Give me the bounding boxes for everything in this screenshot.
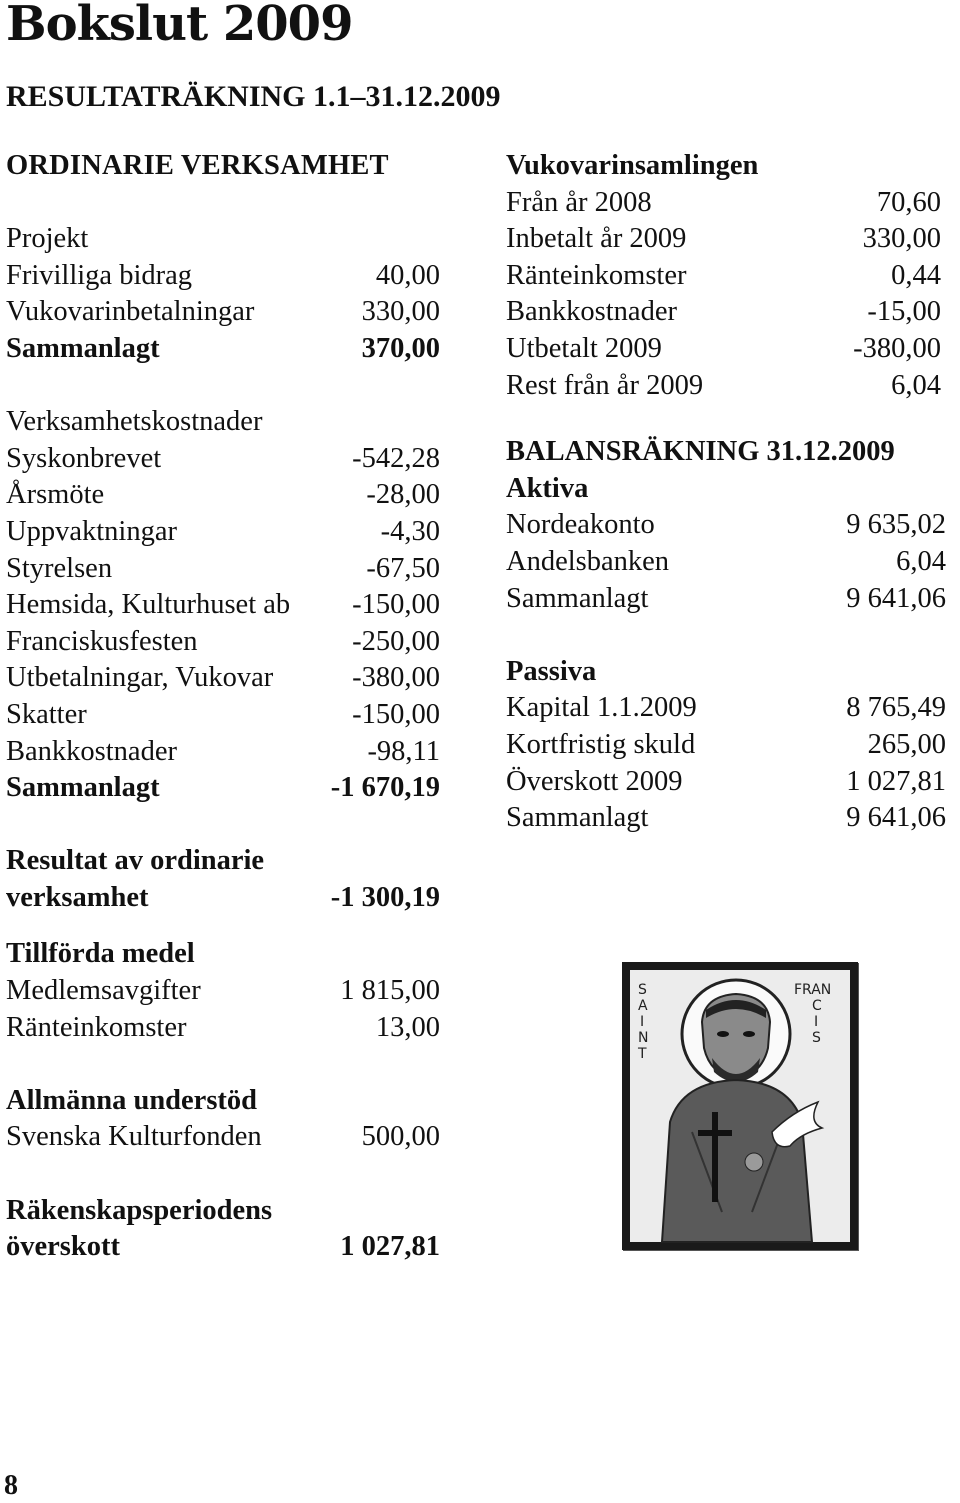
cross-icon	[712, 1112, 718, 1202]
result-row	[6, 880, 440, 917]
support-heading-text: Allmänna understöd	[6, 1084, 258, 1116]
section-title	[6, 148, 440, 185]
row-value: 9 641,06	[846, 802, 946, 834]
projekt-label: Projekt	[6, 223, 89, 255]
ledger-row	[6, 551, 440, 588]
row-label: Sammanlagt	[6, 332, 160, 364]
row-value: 40,00	[375, 259, 440, 291]
ledger-row	[6, 587, 440, 624]
page-number: 8	[4, 1470, 18, 1501]
cross-bar	[698, 1130, 732, 1136]
ledger-row	[6, 441, 440, 478]
row-label: Utbetalt 2009	[506, 332, 662, 364]
icon-letter: I	[640, 1014, 645, 1030]
ledger-row	[6, 258, 440, 295]
spacer	[6, 1046, 440, 1083]
sum-row	[6, 331, 440, 368]
row-label: Frivilliga bidrag	[6, 259, 193, 291]
row-value: 1 027,81	[340, 1231, 440, 1263]
row-value: -15,00	[867, 296, 941, 328]
ledger-row	[506, 727, 946, 764]
row-label: Rest från år 2009	[506, 369, 704, 401]
assets-heading	[506, 471, 946, 508]
icon-letter: A	[638, 998, 648, 1014]
surplus-row	[6, 1229, 440, 1266]
eye	[717, 1031, 729, 1037]
robe	[662, 1080, 812, 1242]
income-statement-column	[6, 148, 440, 1266]
assets-heading-text: Aktiva	[506, 472, 589, 504]
row-label: Sammanlagt	[506, 582, 649, 614]
row-label: Vukovarinbetalningar	[6, 296, 255, 328]
row-label: Årsmöte	[6, 479, 105, 511]
balance-column	[506, 148, 946, 837]
row-value: -150,00	[352, 589, 440, 621]
row-value: -380,00	[853, 332, 941, 364]
ledger-row	[506, 581, 946, 618]
row-label: Inbetalt år 2009	[506, 223, 687, 255]
row-value: 265,00	[867, 728, 946, 760]
ledger-row	[506, 331, 941, 368]
report-subtitle: RESULTATRÄKNING 1.1–31.12.2009	[6, 80, 501, 113]
projekt-heading	[6, 221, 440, 258]
row-label: Bankkostnader	[6, 735, 177, 767]
ledger-row	[6, 973, 440, 1010]
row-value: -1 670,19	[330, 772, 440, 804]
row-label: Medlemsavgifter	[6, 975, 201, 1007]
icon-letter: S	[638, 982, 647, 998]
row-label: Överskott 2009	[506, 765, 683, 797]
row-label: Skatter	[6, 698, 87, 730]
row-label: Kortfristig skuld	[506, 728, 696, 760]
saint-francis-icon	[622, 962, 858, 1250]
row-label: Sammanlagt	[506, 802, 649, 834]
row-label: Uppvaktningar	[6, 515, 177, 547]
ledger-row	[6, 294, 440, 331]
spacer	[6, 185, 440, 222]
ledger-row	[506, 764, 946, 801]
sum-row	[6, 770, 440, 807]
row-value: -28,00	[366, 479, 440, 511]
balance-heading-text: BALANSRÄKNING 31.12.2009	[506, 436, 895, 468]
balance-heading	[506, 434, 946, 471]
ledger-row	[6, 514, 440, 551]
row-value: 6,04	[896, 545, 946, 577]
hand	[745, 1153, 763, 1171]
ledger-row	[6, 660, 440, 697]
spacer	[6, 916, 440, 936]
row-label: Svenska Kulturfonden	[6, 1121, 262, 1153]
ledger-row	[506, 544, 946, 581]
row-label: Kapital 1.1.2009	[506, 692, 697, 724]
row-label: Från år 2008	[506, 186, 652, 218]
row-value: 500,00	[361, 1121, 440, 1153]
row-value: 6,04	[891, 369, 941, 401]
ledger-row	[506, 800, 946, 837]
section-title-text: ORDINARIE VERKSAMHET	[6, 150, 389, 181]
row-value: 9 635,02	[846, 509, 946, 541]
ledger-row	[6, 697, 440, 734]
row-value: -98,11	[367, 735, 440, 767]
funds-heading-text: Tillförda medel	[6, 938, 195, 970]
icon-letter: T	[638, 1046, 647, 1062]
row-label: överskott	[6, 1231, 120, 1263]
row-value: -67,50	[366, 552, 440, 584]
icon-letter: FRAN	[794, 982, 832, 998]
vukovar-heading	[506, 148, 946, 185]
row-label: Styrelsen	[6, 552, 113, 584]
row-value: -4,30	[380, 515, 440, 547]
row-value: 13,00	[375, 1011, 440, 1043]
funds-heading	[6, 936, 440, 973]
row-label: Syskonbrevet	[6, 442, 162, 474]
row-value: 9 641,06	[846, 582, 946, 614]
ledger-row	[6, 624, 440, 661]
liabilities-heading-text: Passiva	[506, 655, 597, 687]
costs-heading-text: Verksamhetskostnader	[6, 406, 263, 438]
ledger-row	[506, 294, 941, 331]
row-label: Ränteinkomster	[506, 259, 687, 291]
row-value: -380,00	[352, 662, 440, 694]
row-label: Utbetalningar, Vukovar	[6, 662, 274, 694]
spacer	[6, 1156, 440, 1193]
row-value: 8 765,49	[846, 692, 946, 724]
row-label: Bankkostnader	[506, 296, 677, 328]
icon-letter: I	[814, 1014, 819, 1030]
ledger-row	[506, 221, 941, 258]
row-value: 1 815,00	[340, 975, 440, 1007]
row-label: Ränteinkomster	[6, 1011, 187, 1043]
icon-letter: S	[812, 1030, 821, 1046]
row-value: 70,60	[876, 186, 941, 218]
ledger-row	[6, 477, 440, 514]
ledger-row	[506, 258, 941, 295]
row-label: Hemsida, Kulturhuset ab	[6, 589, 291, 621]
surplus-heading-text: Räkenskapsperiodens	[6, 1194, 273, 1226]
liabilities-heading	[506, 654, 946, 691]
row-value: 370,00	[361, 332, 440, 364]
row-label: Andelsbanken	[506, 545, 670, 577]
icon-letter: C	[812, 998, 822, 1014]
saint-francis-illustration	[622, 962, 858, 1250]
row-value: -542,28	[352, 442, 440, 474]
row-value: -150,00	[352, 698, 440, 730]
spacer	[506, 404, 946, 434]
surplus-heading	[6, 1193, 440, 1230]
ledger-row	[506, 185, 941, 222]
ledger-row	[6, 1010, 440, 1047]
row-label: Franciskusfesten	[6, 625, 198, 657]
row-value: 330,00	[361, 296, 440, 328]
spacer	[506, 617, 946, 654]
spacer	[6, 807, 440, 844]
ledger-row	[6, 1119, 440, 1156]
ledger-row	[506, 690, 946, 727]
page-title: Bokslut 2009	[6, 0, 353, 52]
row-value: 1 027,81	[846, 765, 946, 797]
result-heading	[6, 843, 440, 880]
eye	[743, 1031, 755, 1037]
row-value: -250,00	[352, 625, 440, 657]
row-label: verksamhet	[6, 881, 149, 913]
costs-heading	[6, 404, 440, 441]
row-value: -1 300,19	[330, 881, 440, 913]
ledger-row	[506, 368, 941, 405]
support-heading	[6, 1083, 440, 1120]
ledger-row	[6, 734, 440, 771]
row-value: 0,44	[891, 259, 941, 291]
row-label: Nordeakonto	[506, 509, 655, 541]
spacer	[6, 368, 440, 405]
ledger-row	[506, 507, 946, 544]
row-value: 330,00	[862, 223, 941, 255]
vukovar-heading-text: Vukovarinsamlingen	[506, 150, 759, 181]
row-label: Sammanlagt	[6, 772, 160, 804]
result-heading-text: Resultat av ordinarie	[6, 845, 265, 877]
icon-letter: N	[638, 1030, 649, 1046]
